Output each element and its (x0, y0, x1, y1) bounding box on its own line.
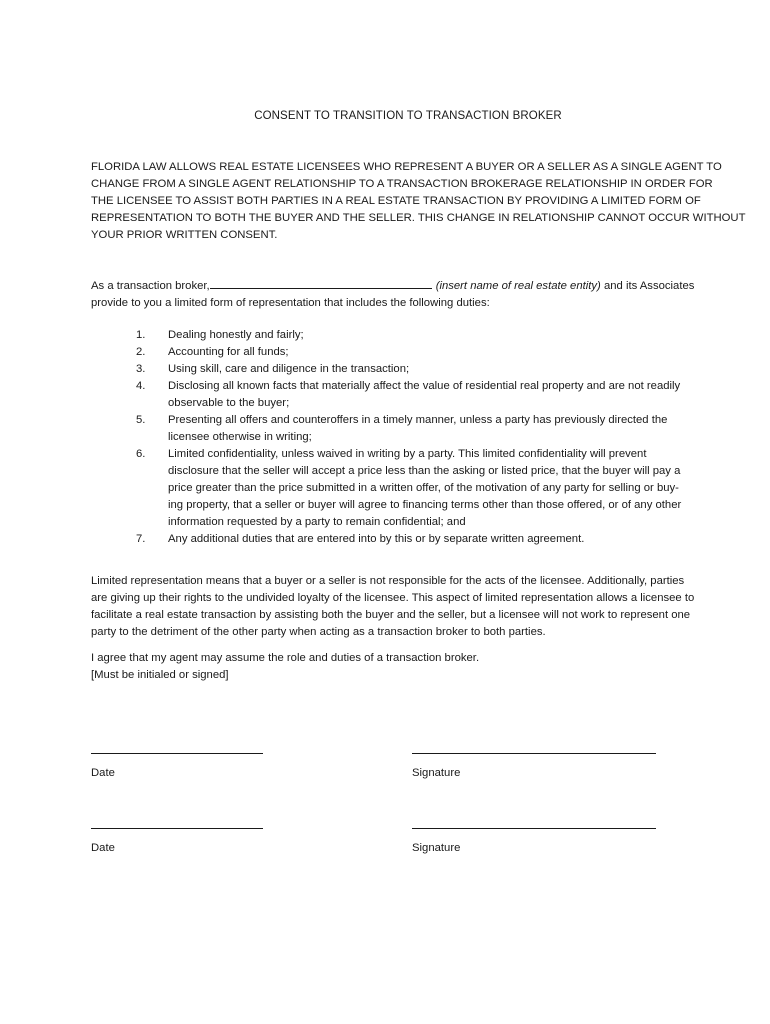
limited-line: facilitate a real estate transaction by assisting both the buyer and the seller, but a licensee will not work to represent one (91, 609, 691, 621)
intro-paragraph (91, 159, 746, 244)
intro-line: YOUR PRIOR WRITTEN CONSENT. (91, 229, 278, 241)
duty-number: 4. (136, 380, 146, 392)
signature-line-2[interactable] (412, 828, 656, 829)
intro-line: FLORIDA LAW ALLOWS REAL ESTATE LICENSEES WHO REPRESENT A BUYER OR A SELLER AS A SINGLE AGENT TO (91, 161, 722, 173)
broker-line-2: provide to you a limited form of representation that includes the following duties: (91, 297, 490, 309)
duty-item (91, 531, 731, 548)
entity-name-blank[interactable] (210, 277, 432, 289)
duty-item (91, 412, 731, 446)
duty-item (91, 327, 731, 344)
limited-line: Limited representation means that a buyer or a seller is not responsible for the acts of the licensee. Additionally, parties (91, 575, 685, 587)
duty-number: 2. (136, 346, 146, 358)
agree-line: I agree that my agent may assume the role and duties of a transaction broker. (91, 652, 480, 664)
intro-line: CHANGE FROM A SINGLE AGENT RELATIONSHIP TO A TRANSACTION BROKERAGE RELATIONSHIP IN ORDER FOR (91, 178, 713, 190)
duty-text: information requested by a party to remain confidential; and (168, 516, 466, 528)
signature-label-2: Signature (412, 842, 461, 854)
broker-prefix: As a transaction broker, (91, 280, 210, 292)
agreement-paragraph (91, 650, 731, 684)
duty-item (91, 378, 731, 412)
duty-text: Accounting for all funds; (168, 346, 289, 358)
duty-text: Using skill, care and diligence in the transaction; (168, 363, 410, 375)
duty-number: 1. (136, 329, 146, 341)
broker-suffix: and its Associates (600, 280, 695, 292)
duty-text: Dealing honestly and fairly; (168, 329, 304, 341)
duty-text: Presenting all offers and counteroffers in a timely manner, unless a party has previously directed the (168, 414, 668, 426)
duty-text: Any additional duties that are entered into by this or by separate written agreement. (168, 533, 585, 545)
document-title: CONSENT TO TRANSITION TO TRANSACTION BROKER (254, 110, 562, 122)
limited-representation-paragraph (91, 573, 731, 641)
duty-item (91, 344, 731, 361)
date-line-2[interactable] (91, 828, 263, 829)
date-line-1[interactable] (91, 753, 263, 754)
limited-line: are giving up their rights to the undivided loyalty of the licensee. This aspect of limited representation allows a licensee to (91, 592, 695, 604)
duty-number: 7. (136, 533, 146, 545)
duty-text: Disclosing all known facts that materially affect the value of residential real property and are not readily (168, 380, 681, 392)
intro-line: THE LICENSEE TO ASSIST BOTH PARTIES IN A REAL ESTATE TRANSACTION BY PROVIDING A LIMITED FORM OF (91, 195, 701, 207)
broker-line-1 (91, 277, 731, 295)
duty-text: ing property, that a seller or buyer will agree to financing terms other than those offered, or of any other (168, 499, 682, 511)
duty-item (91, 361, 731, 378)
duty-number: 3. (136, 363, 146, 375)
limited-line: party to the detriment of the other party when acting as a transaction broker to both parties. (91, 626, 546, 638)
duty-number: 6. (136, 448, 146, 460)
agree-line: [Must be initialed or signed] (91, 669, 229, 681)
duties-list (91, 327, 731, 548)
duty-item (91, 446, 731, 531)
broker-paragraph (91, 277, 731, 312)
duty-number: 5. (136, 414, 146, 426)
signature-line-1[interactable] (412, 753, 656, 754)
duty-text: price greater than the price submitted in a written offer, of the motivation of any party for selling or buy- (168, 482, 679, 494)
insert-hint: (insert name of real estate entity) (435, 280, 601, 292)
date-label-2: Date (91, 842, 115, 854)
date-label-1: Date (91, 767, 115, 779)
duty-text: observable to the buyer; (168, 397, 290, 409)
duty-text: Limited confidentiality, unless waived in writing by a party. This limited confidentiality will prevent (168, 448, 647, 460)
signature-label-1: Signature (412, 767, 461, 779)
intro-line: REPRESENTATION TO BOTH THE BUYER AND THE SELLER. THIS CHANGE IN RELATIONSHIP CANNOT OCCUR WITHOUT (91, 212, 746, 224)
duty-text: licensee otherwise in writing; (168, 431, 312, 443)
duty-text: disclosure that the seller will accept a price less than the asking or listed price, that the buyer will pay a (168, 465, 681, 477)
